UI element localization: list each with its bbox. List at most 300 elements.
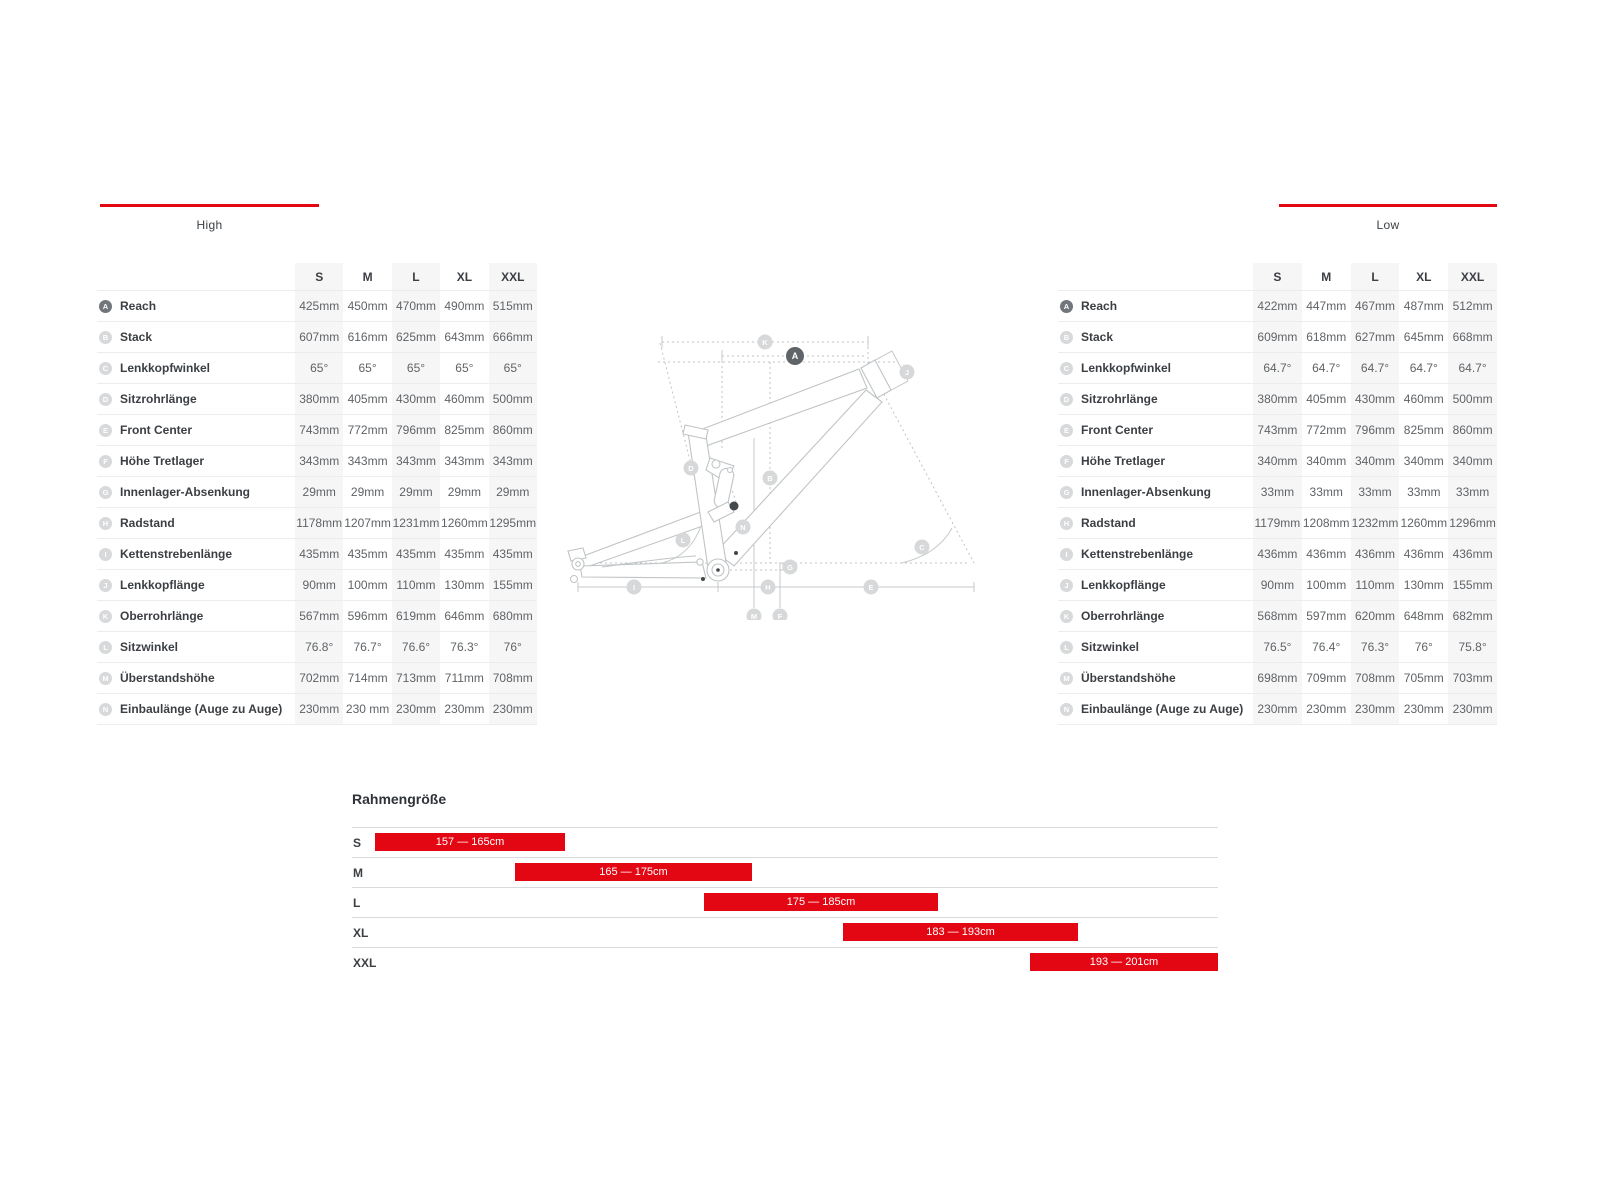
value-cell: 64.7°: [1448, 353, 1497, 383]
row-letter-badge: G: [1060, 486, 1073, 499]
value-cell: 64.7°: [1409, 361, 1438, 375]
value-cell: 435mm: [444, 547, 485, 561]
value-cell: 596mm: [347, 609, 388, 623]
row-label-cell: [97, 454, 295, 468]
value-cell: 620mm: [1351, 601, 1400, 631]
table-row: [1058, 383, 1497, 414]
row-label-cell: [97, 578, 295, 592]
row-letter-badge: N: [1060, 703, 1073, 716]
height-range-bar: [375, 833, 565, 851]
value-cell: 666mm: [489, 322, 537, 352]
value-cell: 430mm: [392, 384, 440, 414]
value-cell: 405mm: [1306, 392, 1347, 406]
table-row: [97, 290, 537, 321]
row-letter-badge: C: [1060, 362, 1073, 375]
value-cell: 343mm: [489, 446, 537, 476]
value-cell: 772mm: [347, 423, 388, 437]
table-row: [1058, 476, 1497, 507]
value-cell: 698mm: [1253, 663, 1302, 693]
value-cell: 230mm: [1448, 694, 1497, 724]
row-letter-badge: L: [99, 641, 112, 654]
height-range-label: 183 — 193cm: [926, 926, 995, 938]
svg-text:K: K: [762, 337, 768, 347]
svg-text:I: I: [632, 582, 636, 592]
dimension-badge-A: [786, 347, 804, 365]
row-label-cell: [1058, 516, 1253, 530]
value-cell: 230mm: [1253, 694, 1302, 724]
size-column-header: XL: [1416, 269, 1432, 284]
value-cell: 90mm: [1253, 570, 1302, 600]
value-cell: 100mm: [347, 578, 388, 592]
value-cell: 76.7°: [353, 640, 382, 654]
value-cell: 1296mm: [1448, 508, 1497, 538]
value-cell: 743mm: [1253, 415, 1302, 445]
table-row: [1058, 445, 1497, 476]
value-cell: 436mm: [1253, 539, 1302, 569]
value-cell: 435mm: [392, 539, 440, 569]
row-label: Stack: [120, 330, 153, 344]
table-row: [1058, 538, 1497, 569]
table-row: [97, 507, 537, 538]
value-cell: 110mm: [1351, 570, 1400, 600]
row-letter-badge: K: [1060, 610, 1073, 623]
row-letter-badge: E: [99, 424, 112, 437]
row-label-cell: [1058, 702, 1253, 716]
table-row: [1058, 600, 1497, 631]
value-cell: 705mm: [1403, 671, 1444, 685]
row-label-cell: [1058, 578, 1253, 592]
row-label: Sitzwinkel: [120, 640, 179, 654]
table-row: [97, 383, 537, 414]
value-cell: 230 mm: [345, 702, 390, 716]
row-label: Lenkkopflänge: [120, 578, 205, 592]
row-label: Front Center: [1081, 423, 1153, 437]
size-chart-row: [352, 827, 1218, 857]
height-range-label: 165 — 175cm: [599, 866, 668, 878]
value-cell: 825mm: [1403, 423, 1444, 437]
dimension-badge-M: [747, 609, 762, 621]
value-cell: 1178mm: [295, 508, 343, 538]
svg-text:J: J: [904, 367, 910, 377]
value-cell: 29mm: [489, 477, 537, 507]
value-cell: 1207mm: [344, 516, 391, 530]
value-cell: 405mm: [347, 392, 388, 406]
size-chart-row-label: S: [353, 835, 362, 850]
row-label-cell: [97, 361, 295, 375]
size-column-header: M: [1321, 269, 1332, 284]
row-letter-badge: B: [99, 331, 112, 344]
value-cell: 668mm: [1448, 322, 1497, 352]
row-label: Sitzrohrlänge: [120, 392, 197, 406]
value-cell: 430mm: [1351, 384, 1400, 414]
row-letter-badge: M: [1060, 672, 1073, 685]
row-label: Lenkkopfwinkel: [120, 361, 211, 375]
geometry-table-high: [97, 263, 537, 725]
row-label: Oberrohrlänge: [120, 609, 204, 623]
value-cell: 860mm: [1448, 415, 1497, 445]
value-cell: 618mm: [1306, 330, 1347, 344]
dimension-badge-I: [627, 580, 642, 595]
row-label: Lenkkopflänge: [1081, 578, 1166, 592]
value-cell: 29mm: [392, 477, 440, 507]
svg-text:H: H: [765, 582, 771, 592]
row-label-cell: [97, 423, 295, 437]
dimension-badge-C: [915, 540, 930, 555]
value-cell: 33mm: [1253, 477, 1302, 507]
value-cell: 436mm: [1403, 547, 1444, 561]
row-label-cell: [97, 671, 295, 685]
svg-text:C: C: [919, 542, 925, 552]
value-cell: 447mm: [1306, 299, 1347, 313]
value-cell: 648mm: [1403, 609, 1444, 623]
value-cell: 130mm: [444, 578, 485, 592]
svg-text:E: E: [868, 582, 874, 592]
height-range-label: 193 — 201cm: [1089, 956, 1159, 968]
table-row: [1058, 321, 1497, 352]
value-cell: 680mm: [489, 601, 537, 631]
value-cell: 436mm: [1351, 539, 1400, 569]
size-column-header: L: [1351, 263, 1400, 290]
table-row: [1058, 414, 1497, 445]
table-row: [97, 600, 537, 631]
row-label-cell: [1058, 423, 1253, 437]
table-row: [1058, 507, 1497, 538]
value-cell: 860mm: [489, 415, 537, 445]
dimension-badge-D: [684, 461, 699, 476]
tab-low[interactable]: [1279, 204, 1497, 232]
value-cell: 343mm: [295, 446, 343, 476]
value-cell: 708mm: [489, 663, 537, 693]
table-row: [1058, 569, 1497, 600]
value-cell: 1208mm: [1302, 516, 1350, 530]
value-cell: 616mm: [347, 330, 388, 344]
row-label-cell: [97, 640, 295, 654]
value-cell: 64.7°: [1253, 353, 1302, 383]
value-cell: 435mm: [347, 547, 388, 561]
geometry-table-low: [1058, 263, 1497, 725]
value-cell: 422mm: [1253, 291, 1302, 321]
table-row: [1058, 662, 1497, 693]
size-chart-row: [352, 857, 1218, 887]
size-chart-row-label: M: [353, 865, 363, 880]
value-cell: 512mm: [1448, 291, 1497, 321]
value-cell: 76.3°: [1351, 632, 1400, 662]
row-label: Überstandshöhe: [120, 671, 215, 685]
value-cell: 619mm: [392, 601, 440, 631]
size-chart-row: [352, 947, 1218, 977]
value-cell: 65°: [392, 353, 440, 383]
row-label: Radstand: [120, 516, 175, 530]
row-letter-badge: A: [99, 300, 112, 313]
value-cell: 33mm: [1309, 485, 1343, 499]
size-column-header: S: [1253, 263, 1302, 290]
row-label-cell: [97, 330, 295, 344]
dimension-badge-K: [758, 335, 773, 350]
row-label: Oberrohrlänge: [1081, 609, 1165, 623]
value-cell: 609mm: [1253, 322, 1302, 352]
value-cell: 714mm: [347, 671, 388, 685]
row-letter-badge: E: [1060, 424, 1073, 437]
value-cell: 682mm: [1448, 601, 1497, 631]
row-label: Stack: [1081, 330, 1114, 344]
row-letter-badge: J: [1060, 579, 1073, 592]
size-column-header: L: [392, 263, 440, 290]
row-letter-badge: N: [99, 703, 112, 716]
height-range-label: 175 — 185cm: [786, 896, 856, 908]
value-cell: 645mm: [1403, 330, 1444, 344]
value-cell: 1295mm: [489, 508, 537, 538]
row-label-cell: [97, 516, 295, 530]
row-label: Sitzrohrlänge: [1081, 392, 1158, 406]
table-row: [1058, 290, 1497, 321]
row-letter-badge: G: [99, 486, 112, 499]
row-label: Reach: [1081, 299, 1118, 313]
value-cell: 230mm: [295, 694, 343, 724]
size-header-row: [1058, 263, 1497, 290]
size-chart-title: Rahmengröße: [352, 791, 447, 807]
value-cell: 607mm: [295, 322, 343, 352]
row-letter-badge: H: [99, 517, 112, 530]
value-cell: 29mm: [295, 477, 343, 507]
value-cell: 29mm: [447, 485, 482, 499]
row-label-cell: [97, 702, 295, 716]
row-letter-badge: C: [99, 362, 112, 375]
row-label: Höhe Tretlager: [120, 454, 205, 468]
value-cell: 435mm: [489, 539, 537, 569]
frame-size-chart: [352, 827, 1218, 977]
value-cell: 567mm: [295, 601, 343, 631]
table-row: [97, 569, 537, 600]
value-cell: 1232mm: [1351, 508, 1400, 538]
value-cell: 796mm: [392, 415, 440, 445]
row-label-cell: [1058, 299, 1253, 313]
row-label-cell: [97, 547, 295, 561]
table-row: [1058, 693, 1497, 724]
value-cell: 436mm: [1448, 539, 1497, 569]
value-cell: 230mm: [1306, 702, 1347, 716]
value-cell: 743mm: [295, 415, 343, 445]
value-cell: 709mm: [1306, 671, 1347, 685]
value-cell: 711mm: [444, 671, 484, 685]
value-cell: 76.8°: [295, 632, 343, 662]
svg-text:D: D: [688, 463, 694, 473]
dimension-badge-E: [864, 580, 879, 595]
value-cell: 230mm: [392, 694, 440, 724]
row-label: Kettenstrebenlänge: [120, 547, 233, 561]
height-range-label: 157 — 165cm: [435, 836, 505, 848]
row-letter-badge: I: [99, 548, 112, 561]
row-label-cell: [97, 609, 295, 623]
value-cell: 467mm: [1351, 291, 1400, 321]
value-cell: 64.7°: [1312, 361, 1341, 375]
svg-text:L: L: [680, 535, 686, 545]
value-cell: 155mm: [489, 570, 537, 600]
row-label-cell: [1058, 392, 1253, 406]
value-cell: 487mm: [1403, 299, 1444, 313]
table-row: [97, 693, 537, 724]
value-cell: 435mm: [295, 539, 343, 569]
height-range-bar: [1030, 953, 1218, 971]
row-letter-badge: A: [1060, 300, 1073, 313]
row-label: Kettenstrebenlänge: [1081, 547, 1194, 561]
value-cell: 76.5°: [1253, 632, 1302, 662]
row-label: Front Center: [120, 423, 192, 437]
size-chart-row-label: XXL: [353, 955, 377, 970]
row-label: Innenlager-Absenkung: [120, 485, 251, 499]
row-letter-badge: K: [99, 610, 112, 623]
table-row: [97, 321, 537, 352]
value-cell: 90mm: [295, 570, 343, 600]
row-label-cell: [1058, 547, 1253, 561]
row-label-cell: [1058, 485, 1253, 499]
height-range-bar: [843, 923, 1078, 941]
value-cell: 33mm: [1407, 485, 1441, 499]
value-cell: 643mm: [444, 330, 485, 344]
value-cell: 230mm: [444, 702, 485, 716]
row-label-cell: [1058, 609, 1253, 623]
dimension-badge-B: [763, 471, 778, 486]
value-cell: 340mm: [1306, 454, 1347, 468]
value-cell: 33mm: [1351, 477, 1400, 507]
value-cell: 1179mm: [1253, 508, 1302, 538]
row-label: Innenlager-Absenkung: [1081, 485, 1212, 499]
size-column-header: S: [295, 263, 343, 290]
row-letter-badge: D: [99, 393, 112, 406]
tab-high-underline: [100, 204, 319, 207]
value-cell: 460mm: [1403, 392, 1444, 406]
value-cell: 702mm: [295, 663, 343, 693]
value-cell: 343mm: [444, 454, 485, 468]
row-label-cell: [97, 299, 295, 313]
value-cell: 230mm: [1403, 702, 1444, 716]
tab-high[interactable]: [100, 204, 319, 232]
value-cell: 703mm: [1448, 663, 1497, 693]
svg-text:A: A: [791, 351, 799, 362]
tab-high-label[interactable]: High: [196, 218, 223, 232]
size-chart-row: [352, 917, 1218, 947]
dimension-badge-L: [676, 533, 691, 548]
value-cell: 65°: [295, 353, 343, 383]
value-cell: 380mm: [295, 384, 343, 414]
row-letter-badge: F: [99, 455, 112, 468]
size-chart-row-label: L: [353, 895, 361, 910]
row-label: Radstand: [1081, 516, 1136, 530]
value-cell: 490mm: [444, 299, 485, 313]
dimension-badge-J: [900, 365, 915, 380]
value-cell: 340mm: [1253, 446, 1302, 476]
row-label-cell: [1058, 671, 1253, 685]
table-row: [97, 352, 537, 383]
row-label-cell: [1058, 640, 1253, 654]
row-label-cell: [1058, 361, 1253, 375]
value-cell: 708mm: [1351, 663, 1400, 693]
row-letter-badge: F: [1060, 455, 1073, 468]
height-range-bar: [704, 893, 938, 911]
row-label: Einbaulänge (Auge zu Auge): [120, 702, 283, 716]
value-cell: 825mm: [444, 423, 485, 437]
table-row: [97, 445, 537, 476]
value-cell: 772mm: [1306, 423, 1347, 437]
row-label: Höhe Tretlager: [1081, 454, 1166, 468]
value-cell: 450mm: [347, 299, 388, 313]
value-cell: 65°: [489, 353, 537, 383]
table-row: [1058, 631, 1497, 662]
row-letter-badge: B: [1060, 331, 1073, 344]
dimension-badge-F: [773, 609, 788, 621]
table-row: [97, 476, 537, 507]
svg-text:N: N: [740, 522, 746, 532]
value-cell: 29mm: [350, 485, 385, 499]
size-column-header: M: [362, 269, 373, 284]
value-cell: 627mm: [1351, 322, 1400, 352]
value-cell: 436mm: [1306, 547, 1347, 561]
value-cell: 340mm: [1403, 454, 1444, 468]
size-column-header: XXL: [1448, 263, 1497, 290]
value-cell: 76°: [489, 632, 537, 662]
value-cell: 425mm: [295, 291, 343, 321]
value-cell: 1260mm: [1400, 516, 1448, 530]
row-label-cell: [1058, 454, 1253, 468]
row-label-cell: [97, 392, 295, 406]
tab-low-underline: [1279, 204, 1497, 207]
value-cell: 65°: [455, 361, 474, 375]
value-cell: 380mm: [1253, 384, 1302, 414]
svg-text:M: M: [750, 611, 758, 620]
table-row: [97, 662, 537, 693]
value-cell: 64.7°: [1351, 353, 1400, 383]
row-label: Reach: [120, 299, 157, 313]
value-cell: 343mm: [347, 454, 388, 468]
value-cell: 796mm: [1351, 415, 1400, 445]
value-cell: 470mm: [392, 291, 440, 321]
value-cell: 155mm: [1448, 570, 1497, 600]
value-cell: 597mm: [1306, 609, 1347, 623]
value-cell: 500mm: [489, 384, 537, 414]
value-cell: 110mm: [392, 570, 440, 600]
value-cell: 625mm: [392, 322, 440, 352]
size-column-header: XL: [456, 269, 473, 284]
value-cell: 343mm: [392, 446, 440, 476]
value-cell: 460mm: [444, 392, 485, 406]
size-chart-row: [352, 887, 1218, 917]
height-range-bar: [515, 863, 752, 881]
row-letter-badge: J: [99, 579, 112, 592]
value-cell: 75.8°: [1448, 632, 1497, 662]
size-header-row: [97, 263, 537, 290]
table-row: [97, 631, 537, 662]
svg-text:B: B: [767, 473, 773, 483]
row-letter-badge: H: [1060, 517, 1073, 530]
table-row: [1058, 352, 1497, 383]
value-cell: 76.6°: [392, 632, 440, 662]
value-cell: 76°: [1414, 640, 1433, 654]
value-cell: 230mm: [1351, 694, 1400, 724]
value-cell: 568mm: [1253, 601, 1302, 631]
dimension-badge-G: [783, 560, 798, 575]
row-label: Lenkkopfwinkel: [1081, 361, 1172, 375]
row-letter-badge: I: [1060, 548, 1073, 561]
value-cell: 76.4°: [1312, 640, 1341, 654]
size-column-header: XXL: [489, 263, 537, 290]
row-label: Einbaulänge (Auge zu Auge): [1081, 702, 1244, 716]
value-cell: 500mm: [1448, 384, 1497, 414]
value-cell: 1231mm: [392, 508, 440, 538]
value-cell: 100mm: [1306, 578, 1347, 592]
value-cell: 646mm: [444, 609, 485, 623]
value-cell: 340mm: [1448, 446, 1497, 476]
tab-low-label[interactable]: Low: [1376, 218, 1400, 232]
dimension-badge-N: [736, 520, 751, 535]
